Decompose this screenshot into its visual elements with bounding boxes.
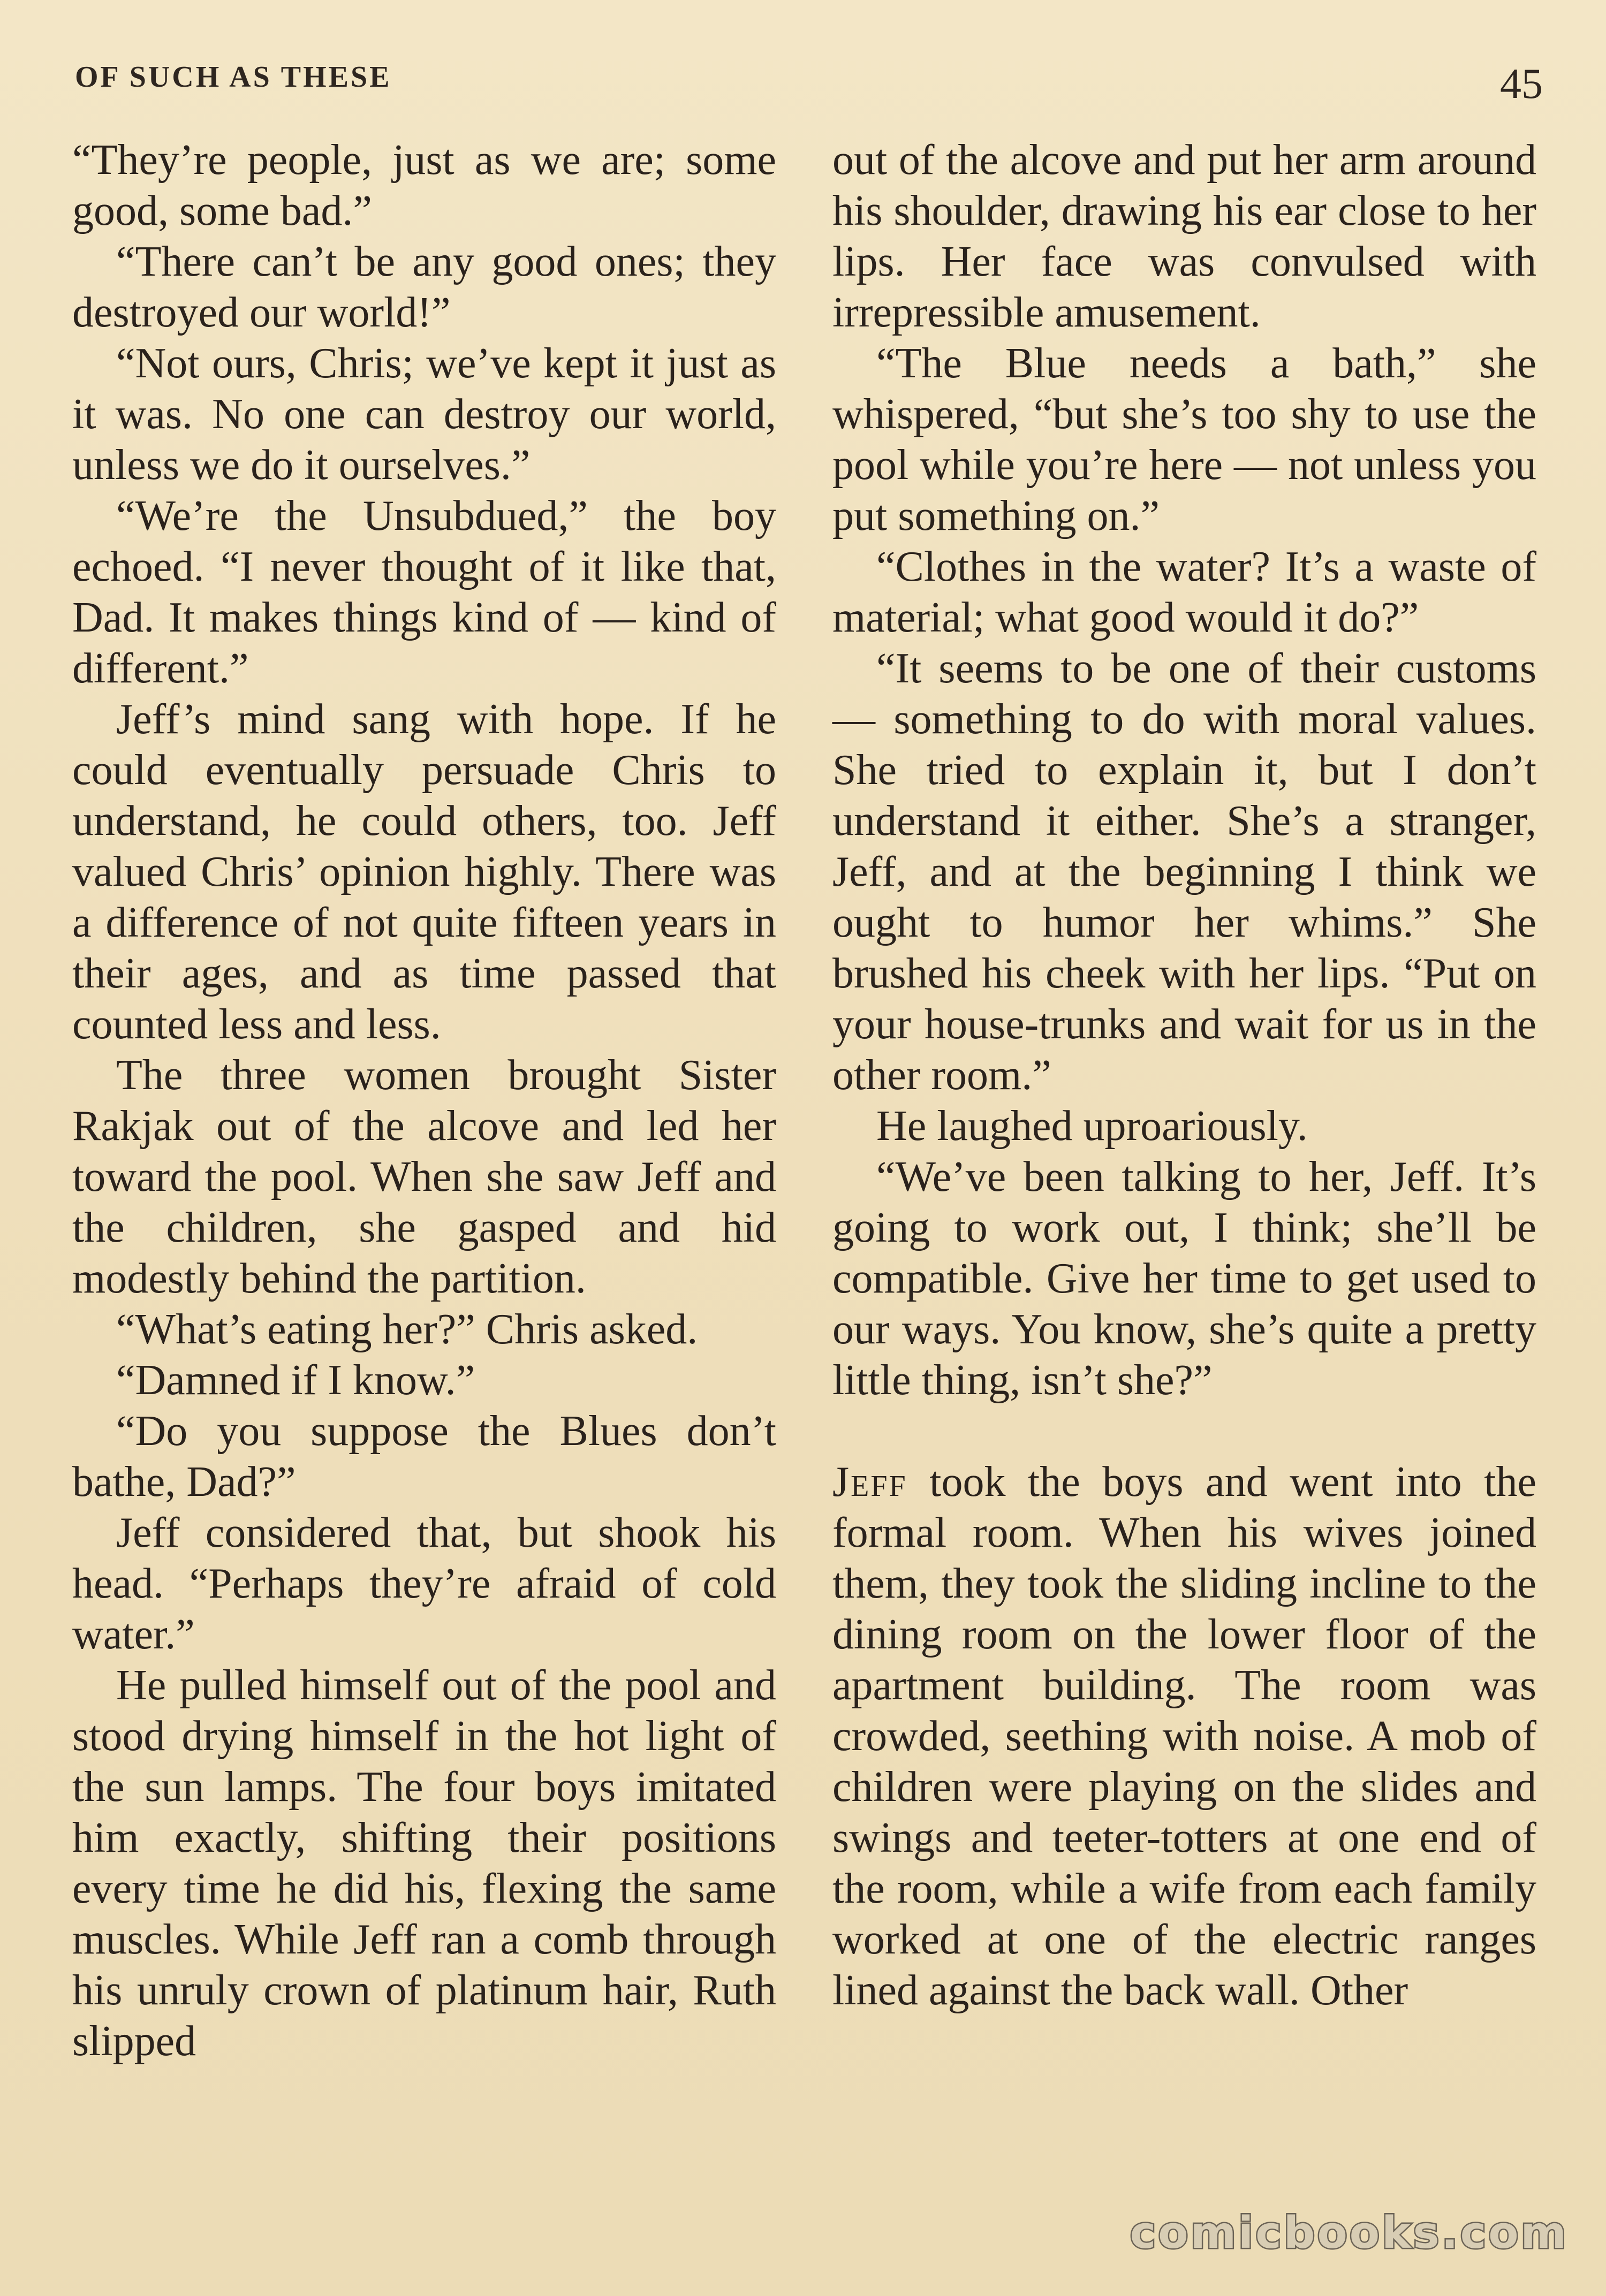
page-number: 45	[1500, 60, 1543, 108]
paragraph: Jeff considered that, but shook his head. “Perhaps they’re afraid of cold water.”	[72, 1509, 776, 1658]
paragraph: “The Blue needs a bath,” she whispered, “but she’s too shy to use the pool while you’re here — not unless you put something on.”	[832, 340, 1536, 539]
paragraph: “It seems to be one of their customs — something to do with moral values. She tried to explain it, but I don’t understand it either. She’s a stranger, Jeff, and at the beginning I think we ought to humor her whims.” She brushed his cheek with her lips. “Put on your house-trunks and wait for us in the other room.”	[832, 645, 1536, 1099]
paragraph: The three women brought Sister Rakjak out of the alcove and led her toward the pool. When she saw Jeff and the children, she gasped and hid modestly behind the partition.	[72, 1052, 776, 1302]
paragraph: “They’re people, just as we are; some good, some bad.”	[72, 136, 776, 234]
section-lead-word: Jeff	[832, 1458, 907, 1506]
site-watermark: comicbooks.com	[1130, 2208, 1569, 2259]
paragraph: “There can’t be any good ones; they destroyed our world!”	[72, 238, 776, 336]
paragraph: “What’s eating her?” Chris asked.	[116, 1306, 698, 1353]
paragraph: “Damned if I know.”	[116, 1357, 475, 1404]
paragraph: Jeff’s mind sang with hope. If he could eventually persuade Chris to understand, he could others, too. Jeff valued Chris’ opinion highly. There was a difference of not quite fifteen years in their ages, and as time passed that counted less and less.	[72, 696, 776, 1048]
paragraph: He laughed uproariously.	[876, 1103, 1308, 1150]
paragraph: He pulled himself out of the pool and stood drying himself in the hot light of the sun lamps. The four boys imitated him exactly, shifting their positions every time he did his, flexing the same muscles. While Jeff ran a comb through his unruly crown of platinum hair, Ruth slipped	[72, 1662, 776, 2065]
paragraph: out of the alcove and put her arm around his shoulder, drawing his ear close to her lips. Her face was convulsed with irrepressible amusement.	[832, 136, 1536, 336]
section-body-text: took the boys and went into the formal room. When his wives joined them, they took the sliding incline to the dining room on the lower floor of the apartment building. The room was crowded, seething with noise. A mob of children were playing on the slides and swings and teeter-totters at one end of the room, while a wife from each family worked at one of the electric ranges lined against the back wall. Other	[832, 1458, 1536, 2014]
paragraph: “Not ours, Chris; we’ve kept it just as it was. No one can destroy our world, unless we do it ourselves.”	[72, 340, 776, 489]
right-column	[832, 135, 1536, 2016]
running-title: OF SUCH AS THESE	[75, 60, 392, 94]
paragraph: “Clothes in the water? It’s a waste of material; what good would it do?”	[832, 543, 1536, 641]
paragraph: “We’re the Unsubdued,” the boy echoed. “I never thought of it like that, Dad. It makes things kind of — kind of different.”	[72, 492, 776, 692]
section-start-paragraph	[832, 1457, 1536, 2016]
paragraph: “We’ve been talking to her, Jeff. It’s going to work out, I think; she’ll be compatible. Give her time to get used to our ways. You know, she’s quite a pretty little thing, isn’t she?”	[832, 1153, 1536, 1404]
left-column	[72, 135, 776, 2067]
paragraph: “Do you suppose the Blues don’t bathe, Dad?”	[72, 1408, 776, 1506]
